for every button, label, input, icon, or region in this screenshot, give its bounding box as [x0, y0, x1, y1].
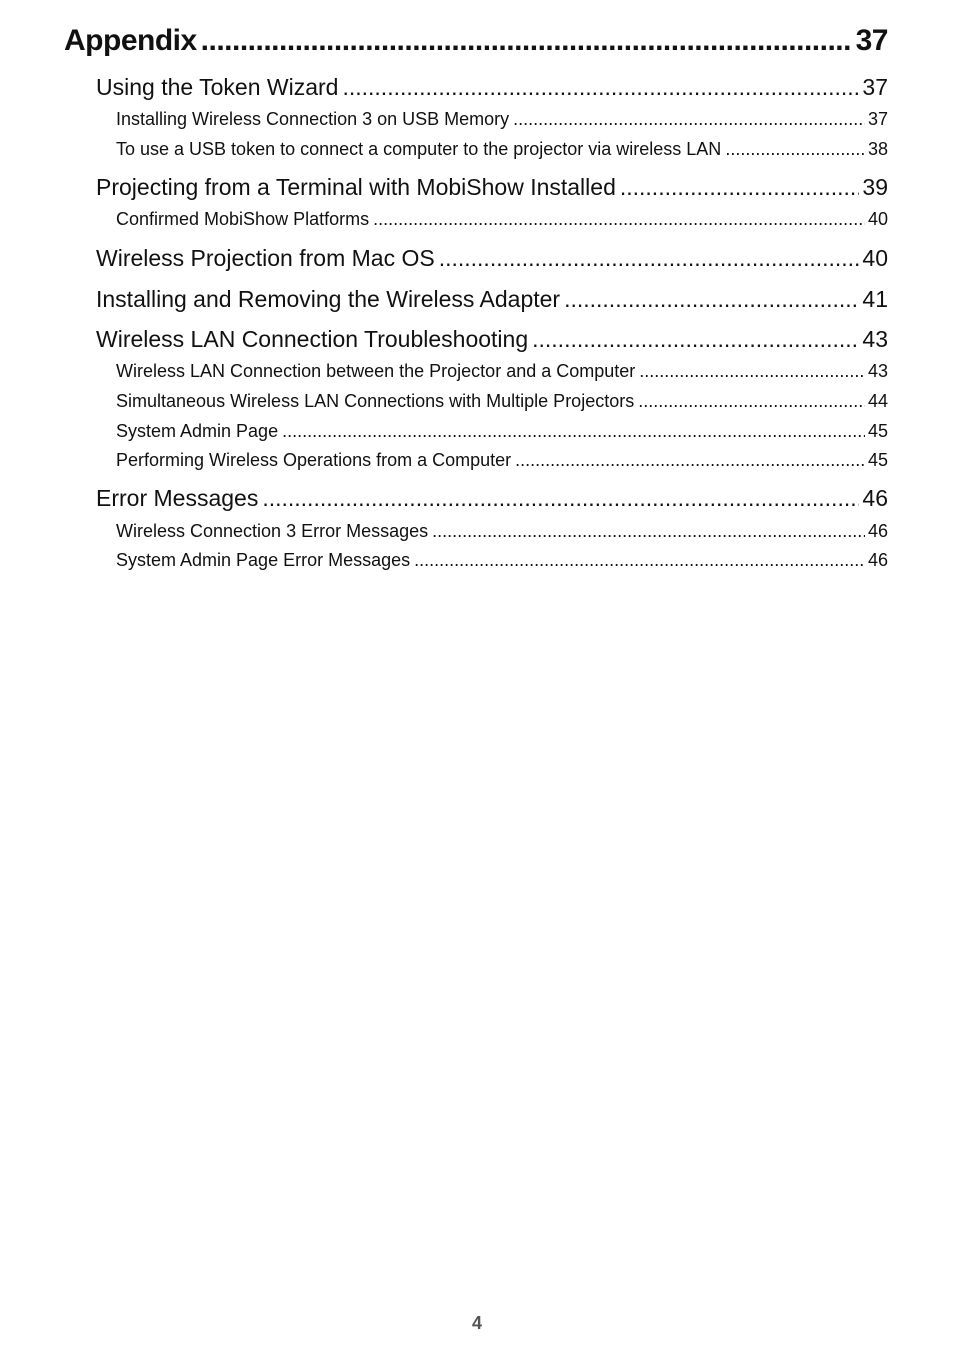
toc-entry-mobishow-platforms[interactable] — [116, 209, 888, 233]
toc-entry-title: Confirmed MobiShow Platforms — [116, 209, 370, 229]
toc-entry-title: To use a USB token to connect a computer to the projector via wireless LAN — [116, 139, 722, 159]
toc-entry-mobishow[interactable] — [96, 174, 888, 204]
footer-page-number: 4 — [471, 1313, 482, 1333]
toc-entry-page: 40 — [867, 209, 888, 229]
toc-entry-projector-computer[interactable] — [116, 361, 888, 385]
dot-leader — [373, 209, 865, 230]
toc-entry-title: Wireless LAN Connection Troubleshooting — [96, 326, 529, 352]
dot-leader — [282, 421, 865, 442]
toc-entry-token-wizard[interactable] — [96, 74, 888, 104]
toc-entry-page: 44 — [867, 391, 888, 411]
dot-leader — [432, 521, 865, 542]
dot-leader — [620, 174, 860, 201]
toc-entry-page: 40 — [862, 245, 888, 271]
dot-leader — [515, 450, 865, 471]
toc-entry-page: 45 — [867, 421, 888, 441]
toc-entry-usb-token[interactable] — [116, 139, 888, 163]
toc-entry-multiple-projectors[interactable] — [116, 391, 888, 415]
toc-entry-title: System Admin Page — [116, 421, 279, 441]
toc-entry-error-messages[interactable] — [96, 485, 888, 515]
toc-entry-title: Installing and Removing the Wireless Adapter — [96, 286, 561, 312]
toc-entry-page: 38 — [867, 139, 888, 159]
toc-entry-title: Projecting from a Terminal with MobiShow Installed — [96, 174, 616, 200]
dot-leader — [725, 139, 865, 160]
toc-entry-wireless-adapter[interactable] — [96, 286, 888, 316]
toc-entry-title: Performing Wireless Operations from a Computer — [116, 450, 512, 470]
dot-leader — [532, 326, 859, 353]
toc-entry-installing-wc3[interactable] — [116, 109, 888, 133]
dot-leader — [564, 286, 859, 313]
toc-entry-title: Wireless LAN Connection between the Projector and a Computer — [116, 361, 636, 381]
toc-entry-wc3-errors[interactable] — [116, 521, 888, 545]
toc-entry-page: 43 — [867, 361, 888, 381]
toc-entry-mac-os[interactable] — [96, 245, 888, 275]
dot-leader — [201, 24, 853, 58]
dot-leader — [638, 391, 865, 412]
dot-leader — [639, 361, 865, 382]
dot-leader — [342, 74, 859, 101]
toc-entry-title: Wireless Connection 3 Error Messages — [116, 521, 429, 541]
dot-leader — [439, 245, 860, 272]
toc-entry-title: Appendix — [64, 24, 197, 57]
toc-entry-page: 46 — [862, 485, 888, 511]
toc-entry-admin-errors[interactable] — [116, 550, 888, 574]
toc-entry-title: Wireless Projection from Mac OS — [96, 245, 435, 271]
toc-entry-title: System Admin Page Error Messages — [116, 550, 411, 570]
toc-entry-system-admin[interactable] — [116, 421, 888, 445]
toc-entry-appendix[interactable] — [64, 24, 888, 64]
toc-entry-page: 43 — [862, 326, 888, 352]
toc-entry-title: Simultaneous Wireless LAN Connections with Multiple Projectors — [116, 391, 635, 411]
toc-entry-troubleshooting[interactable] — [96, 326, 888, 356]
toc-entry-page: 41 — [862, 286, 888, 312]
toc-entry-page: 46 — [867, 521, 888, 541]
toc-entry-page: 45 — [867, 450, 888, 470]
toc-entry-page: 37 — [862, 74, 888, 100]
dot-leader — [262, 485, 859, 512]
dot-leader — [513, 109, 865, 130]
dot-leader — [414, 550, 865, 571]
toc-entry-page: 37 — [855, 24, 888, 57]
toc-entry-title: Installing Wireless Connection 3 on USB Memory — [116, 109, 510, 129]
toc-entry-title: Error Messages — [96, 485, 259, 511]
toc-entry-title: Using the Token Wizard — [96, 74, 339, 100]
toc-entry-page: 37 — [867, 109, 888, 129]
toc-entry-page: 46 — [867, 550, 888, 570]
toc-entry-wireless-operations[interactable] — [116, 450, 888, 474]
toc-entry-page: 39 — [862, 174, 888, 200]
